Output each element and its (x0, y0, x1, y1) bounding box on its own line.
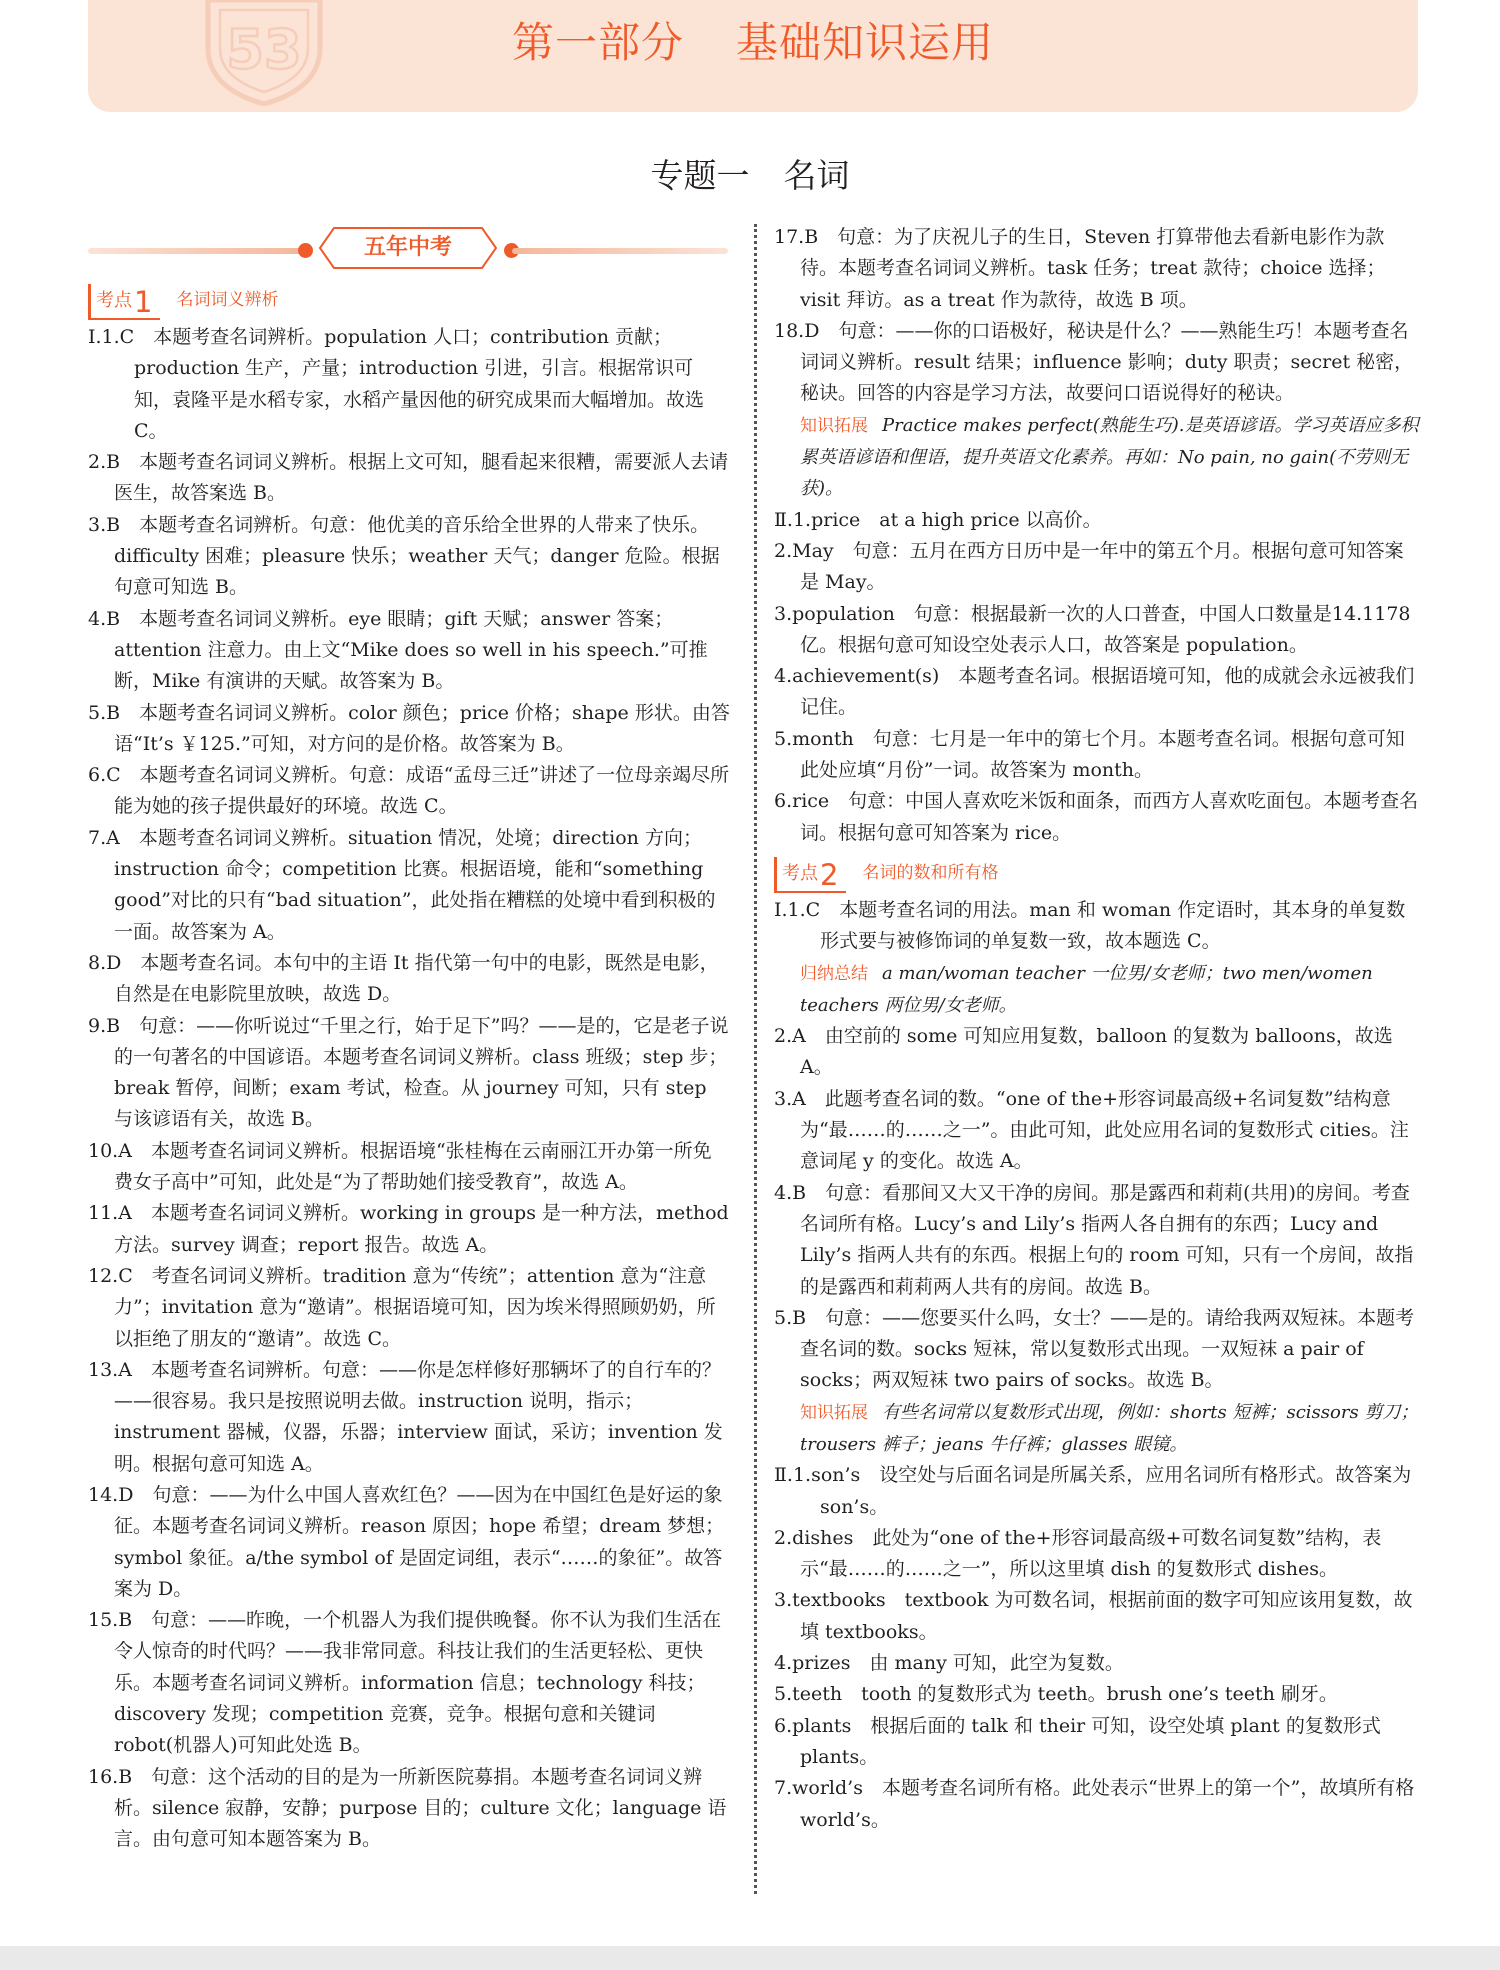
kaodian-2-heading (774, 853, 1422, 893)
kaodian-1-box (88, 284, 160, 320)
answer-item: 3.textbooks textbook 为可数名词，根据前面的数字可知应该用复数，故填 textbooks。 (774, 1589, 1413, 1643)
kaodian-2-number: 2 (820, 857, 839, 892)
answer-item: 4.B 句意：看那间又大又干净的房间。那是露西和莉莉(共用)的房间。考查名词所有格。Lucy’s and Lily’s 指两人各自拥有的东西；Lucy and Lily’s 指两人共有的东西。根据上句的 room 可知，只有一个房间，故指的是露西和莉莉两人共有的房间。故选 B。 (774, 1181, 1414, 1298)
topic-heading (0, 150, 1500, 197)
answer-item: 17.B 句意：为了庆祝儿子的生日，Steven 打算带他去看新电影作为款待。本题考查名词词义辨析。task 任务；treat 款待；choice 选择；visit 拜访。as a treat 作为款待，故选 B 项。 (774, 226, 1386, 311)
topic-index: 专题一 (650, 156, 750, 195)
answer-item: 6.plants 根据后面的 talk 和 their 可知，设空处填 plant 的复数形式 plants。 (774, 1714, 1381, 1768)
answer-item: Ⅰ.1.C 本题考查名词辨析。population 人口；contribution 贡献；production 生产，产量；introduction 引进，引言。根据常识可知，袁隆平是水稻专家，水稻产量因他的研究成果而大幅增加。故选 C。 (88, 326, 705, 442)
answer-item: 8.D 本题考查名词。本句中的主语 It 指代第一句中的电影，既然是电影，自然是在电影院里放映，故选 D。 (88, 951, 719, 1006)
right-column (774, 222, 1422, 1836)
answer-item: 3.population 句意：根据最新一次的人口普查，中国人口数量是14.1178亿。根据句意可知设空处表示人口，故答案是 population。 (774, 602, 1411, 656)
answer-item: 5.B 本题考查名词词义辨析。color 颜色；price 价格；shape 形状。由答语“It’s ￥125.”可知，对方问的是价格。故答案为 B。 (88, 701, 730, 755)
answer-item: 2.B 本题考查名词词义辨析。根据上文可知，腿看起来很糟，需要派人去请医生，故答案选 B。 (88, 451, 729, 505)
kaodian-1-title: 名词词义辨析 (176, 289, 279, 310)
tip-tag: 归纳总结 (800, 963, 868, 984)
knowledge-tip (774, 1397, 1422, 1461)
answer-item: 10.A 本题考查名词词义辨析。根据语境“张桂梅在云南丽江开办第一所免费女子高中”可知，此处是“为了帮助她们接受教育”，故选 A。 (88, 1139, 712, 1194)
answer-item: Ⅰ.1.C 本题考查名词的用法。man 和 woman 作定语时，其本身的单复数形式要与被修饰词的单复数一致，故本题选 C。 (774, 898, 1406, 953)
answer-item: 6.C 本题考查名词词义辨析。句意：成语“孟母三迁”讲述了一位母亲竭尽所能为她的孩子提供最好的环境。故选 C。 (88, 764, 730, 818)
chapter-title (88, 10, 1418, 70)
kaodian-2-title: 名词的数和所有格 (862, 862, 999, 883)
answer-item: 4.B 本题考查名词词义辨析。eye 眼睛；gift 天赋；answer 答案；attention 注意力。由上文“Mike does so well in his speech.”可推断，Mike 有演讲的天赋。故答案为 B。 (88, 607, 708, 693)
answer-item: 5.B 句意：——您要买什么吗，女士？——是的。请给我两双短袜。本题考查名词的数。socks 短袜，常以复数形式出现。一双短袜 a pair of socks；两双短袜 two pairs of socks。故选 B。 (774, 1306, 1415, 1392)
answer-item: 2.May 句意：五月在西方日历中是一年中的第五个月。根据句意可知答案是 May。 (774, 539, 1404, 594)
answer-item: 11.A 本题考查名词词义辨析。working in groups 是一种方法，method 方法。survey 调查；report 报告。故选 A。 (88, 1202, 729, 1256)
tip-tag: 知识拓展 (800, 415, 868, 436)
kaodian-1-number: 1 (134, 285, 153, 319)
tip-tag: 知识拓展 (800, 1402, 868, 1423)
tip-text: Practice makes perfect(熟能生巧).是英语谚语。学习英语应多积累英语谚语和俚语，提升英语文化素养。再如：No pain, no gain(不劳则无获)。 (800, 414, 1419, 500)
answer-item: 18.D 句意：——你的口语极好，秘诀是什么？——熟能生巧！本题考查名词词义辨析。result 结果；influence 影响；duty 职责；secret 秘密，秘诀。回答的内容是学习方法，故要问口语说得好的秘诀。 (774, 319, 1414, 405)
section-label: 五年中考 (363, 235, 452, 261)
part-label: 第一部分 (511, 18, 684, 67)
tip-text: a man/woman teacher 一位男/女老师；two men/women teachers 两位男/女老师。 (800, 962, 1373, 1016)
answer-item: 4.prizes 由 many 可知，此空为复数。 (774, 1652, 1124, 1675)
answer-item: 12.C 考查名词词义辨析。tradition 意为“传统”；attention 意为“注意力”；invitation 意为“邀请”。根据语境可知，因为埃米得照顾奶奶，所以拒绝了朋友的“邀请”。故选 C。 (88, 1264, 716, 1350)
kaodian-1-heading (88, 280, 730, 320)
answer-item: 5.month 句意：七月是一年中的第七个月。本题考查名词。根据句意可知此处应填“月份”一词。故答案为 month。 (774, 727, 1405, 782)
part-title: 基础知识运用 (736, 18, 995, 67)
section-label-badge (318, 226, 498, 270)
section-header (88, 222, 730, 274)
topic-name: 名词 (783, 156, 850, 195)
answer-item: 16.B 句意：这个活动的目的是为一所新医院募捐。本题考查名词词义辨析。silence 寂静，安静；purpose 目的；culture 文化；language 语言。由句意可知本题答案为 B。 (88, 1765, 727, 1851)
column-divider (754, 224, 757, 1894)
left-column (88, 222, 730, 1856)
section-line-left (88, 248, 304, 254)
answer-item: 3.B 本题考查名词辨析。句意：他优美的音乐给全世界的人带来了快乐。difficulty 困难；pleasure 快乐；weather 天气；danger 危险。根据句意可知选 B。 (88, 513, 720, 599)
kaodian-2-word: 考点 (782, 862, 818, 884)
section-line-right (512, 248, 728, 254)
answer-item: 2.dishes 此处为“one of the+形容词最高级+可数名词复数”结构，表示“最……的……之一”，所以这里填 dish 的复数形式 dishes。 (774, 1526, 1382, 1581)
knowledge-tip (774, 410, 1422, 505)
answer-item: 13.A 本题考查名词辨析。句意：——你是怎样修好那辆坏了的自行车的？——很容易。我只是按照说明去做。instruction 说明，指示；instrument 器械，仪器，乐器；interview 面试，采访；invention 发明。根据句意可知选 A。 (88, 1358, 723, 1475)
answer-item: 14.D 句意：——为什么中国人喜欢红色？——因为在中国红色是好运的象征。本题考查名词词义辨析。reason 原因；hope 希望；dream 梦想；symbol 象征。a/the symbol of 是固定词组，表示“……的象征”。故答案为 D。 (88, 1483, 725, 1600)
answer-item: 2.A 由空前的 some 可知应用复数，balloon 的复数为 balloons，故选 A。 (774, 1025, 1393, 1079)
answer-item: 7.world’s 本题考查名词所有格。此处表示“世界上的第一个”，故填所有格 world’s。 (774, 1777, 1415, 1831)
section-dot-left (298, 243, 313, 258)
answer-item: 15.B 句意：——昨晚，一个机器人为我们提供晚餐。你不认为我们生活在令人惊奇的时代吗？——我非常同意。科技让我们的生活更轻松、更快乐。本题考查名词词义辨析。information 信息；technology 科技；discovery 发现；competition 竞赛，竞争。根据句意和关键词 robot(机器人)可知此处选 B。 (88, 1609, 722, 1757)
kaodian-2-box (774, 857, 846, 893)
answer-item: Ⅱ.1.son’s 设空处与后面名词是所属关系，应用名词所有格形式。故答案为 son’s。 (774, 1464, 1412, 1518)
answer-item: 4.achievement(s) 本题考查名词。根据语境可知，他的成就会永远被我们记住。 (774, 665, 1415, 719)
chapter-banner (88, 0, 1418, 112)
answer-item: 7.A 本题考查名词词义辨析。situation 情况，处境；direction 方向；instruction 命令；competition 比赛。根据语境，能和“something good”对比的只有“bad situation”，此处指在糟糕的处境中看到积极的一面。故答案为 A。 (88, 826, 716, 943)
summary-tip (774, 958, 1422, 1022)
logo-text: 53 (226, 18, 302, 81)
tip-text: 有些名词常以复数形式出现，例如：shorts 短裤；scissors 剪刀；trousers 裤子；jeans 牛仔裤；glasses 眼镜。 (800, 1401, 1419, 1455)
answer-item: Ⅱ.1.price at a high price 以高价。 (774, 508, 1102, 531)
answer-item: 6.rice 句意：中国人喜欢吃米饭和面条，而西方人喜欢吃面包。本题考查名词。根据句意可知答案为 rice。 (774, 790, 1419, 844)
kaodian-1-word: 考点 (96, 289, 132, 311)
answer-item: 5.teeth tooth 的复数形式为 teeth。brush one’s teeth 刷牙。 (774, 1683, 1338, 1706)
page-footer-band (0, 1946, 1500, 1970)
answer-item: 9.B 句意：——你听说过“千里之行，始于足下”吗？——是的，它是老子说的一句著名的中国谚语。本题考查名词词义辨析。class 班级；step 步；break 暂停，间断；exam 考试，检查。从 journey 可知，只有 step 与该谚语有关，故选 B。 (88, 1014, 729, 1131)
answer-item: 3.A 此题考查名词的数。“one of the+形容词最高级+名词复数”结构意为“最……的……之一”。由此可知，此处应用名词的复数形式 cities。注意词尾 y 的变化。故选 A。 (774, 1087, 1409, 1173)
